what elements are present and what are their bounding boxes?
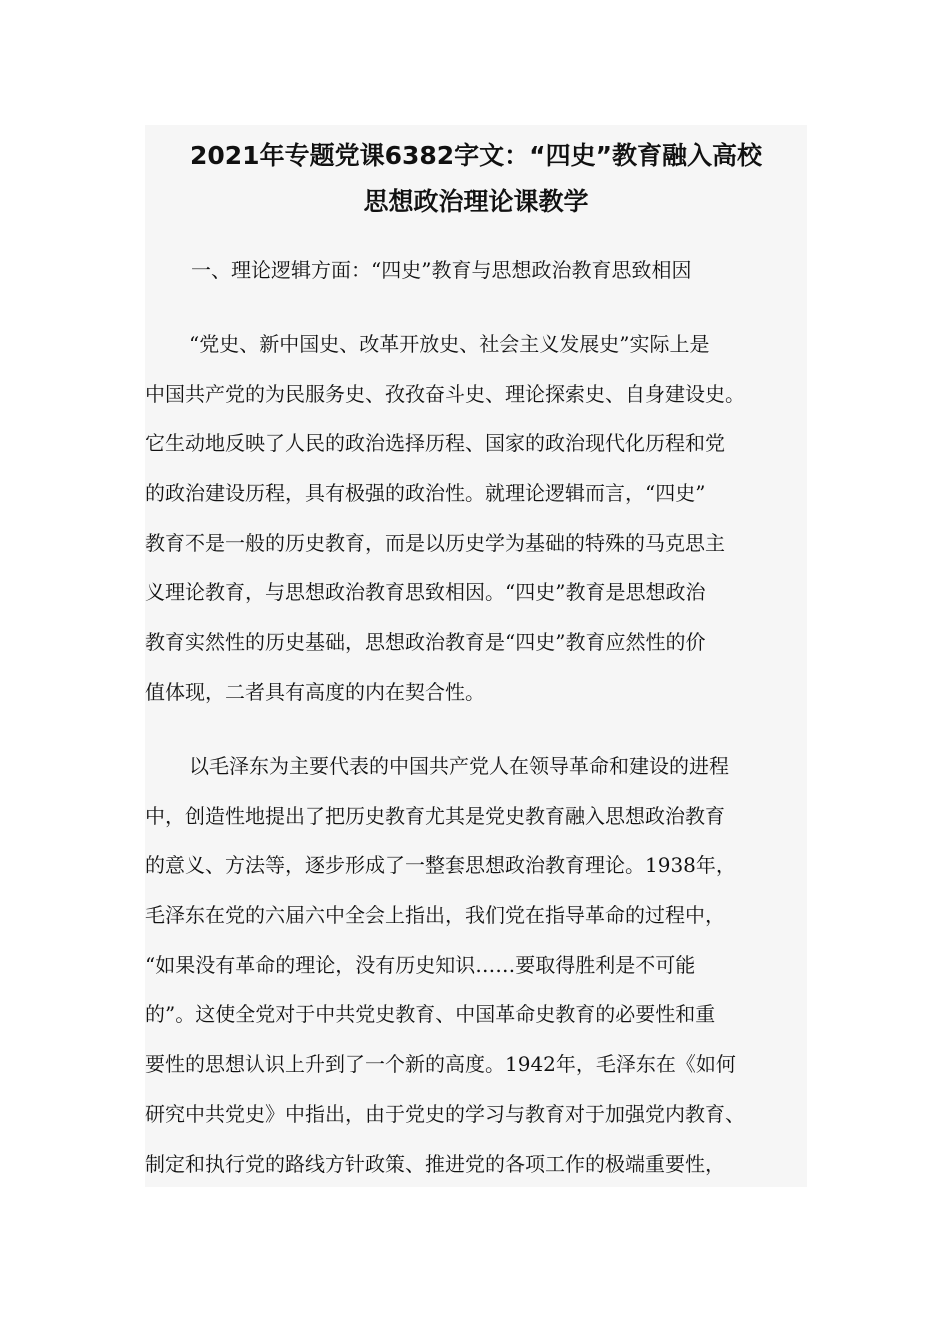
paragraph-line: 要性的思想认识上升到了一个新的高度。1942年，毛泽东在《如何 [145, 1052, 736, 1077]
paragraph-line: 研究中共党史》中指出，由于党史的学习与教育对于加强党内教育、 [145, 1101, 745, 1126]
section-heading: 一、理论逻辑方面：“四史”教育与思想政治教育思致相因 [191, 258, 692, 282]
paragraph-line: 值体现，二者具有高度的内在契合性。 [145, 679, 485, 704]
paragraph-line: 以毛泽东为主要代表的中国共产党人在领导革命和建设的进程 [189, 754, 729, 778]
paragraph-line: 制定和执行党的路线方针政策、推进党的各项工作的极端重要性， [145, 1151, 725, 1176]
paragraph-line: 它生动地反映了人民的政治选择历程、国家的政治现代化历程和党 [145, 431, 725, 456]
paragraph-line: “如果没有革命的理论，没有历史知识……要取得胜利是不可能 [145, 952, 696, 977]
paragraph-line: 的政治建设历程，具有极强的政治性。就理论逻辑而言，“四史” [145, 481, 706, 506]
paragraph-line: “党史、新中国史、改革开放史、社会主义发展史”实际上是 [189, 332, 710, 356]
paragraph-line: 中，创造性地提出了把历史教育尤其是党史教育融入思想政治教育 [145, 803, 725, 828]
document-title-line-1: 2021年专题党课6382字文：“四史”教育融入高校 [189, 141, 763, 170]
paragraph-2 [145, 749, 807, 1196]
document-title-line-2: 思想政治理论课教学 [363, 187, 589, 216]
paragraph-line: 义理论教育，与思想政治教育思致相因。“四史”教育是思想政治 [145, 580, 706, 605]
paragraph-1 [145, 327, 807, 725]
document-page [145, 125, 807, 1187]
paragraph-line: 教育实然性的历史基础，思想政治教育是“四史”教育应然性的价 [145, 630, 706, 655]
paragraph-line: 中国共产党的为民服务史、孜孜奋斗史、理论探索史、自身建设史。 [145, 381, 745, 406]
paragraph-line: 毛泽东在党的六届六中全会上指出，我们党在指导革命的过程中， [145, 903, 725, 928]
paragraph-line: 的意义、方法等，逐步形成了一整套思想政治教育理论。1938年， [145, 853, 736, 878]
paragraph-line: 教育不是一般的历史教育，而是以历史学为基础的特殊的马克思主 [145, 530, 725, 555]
paragraph-line: 的”。这使全党对于中共党史教育、中国革命史教育的必要性和重 [145, 1002, 716, 1027]
